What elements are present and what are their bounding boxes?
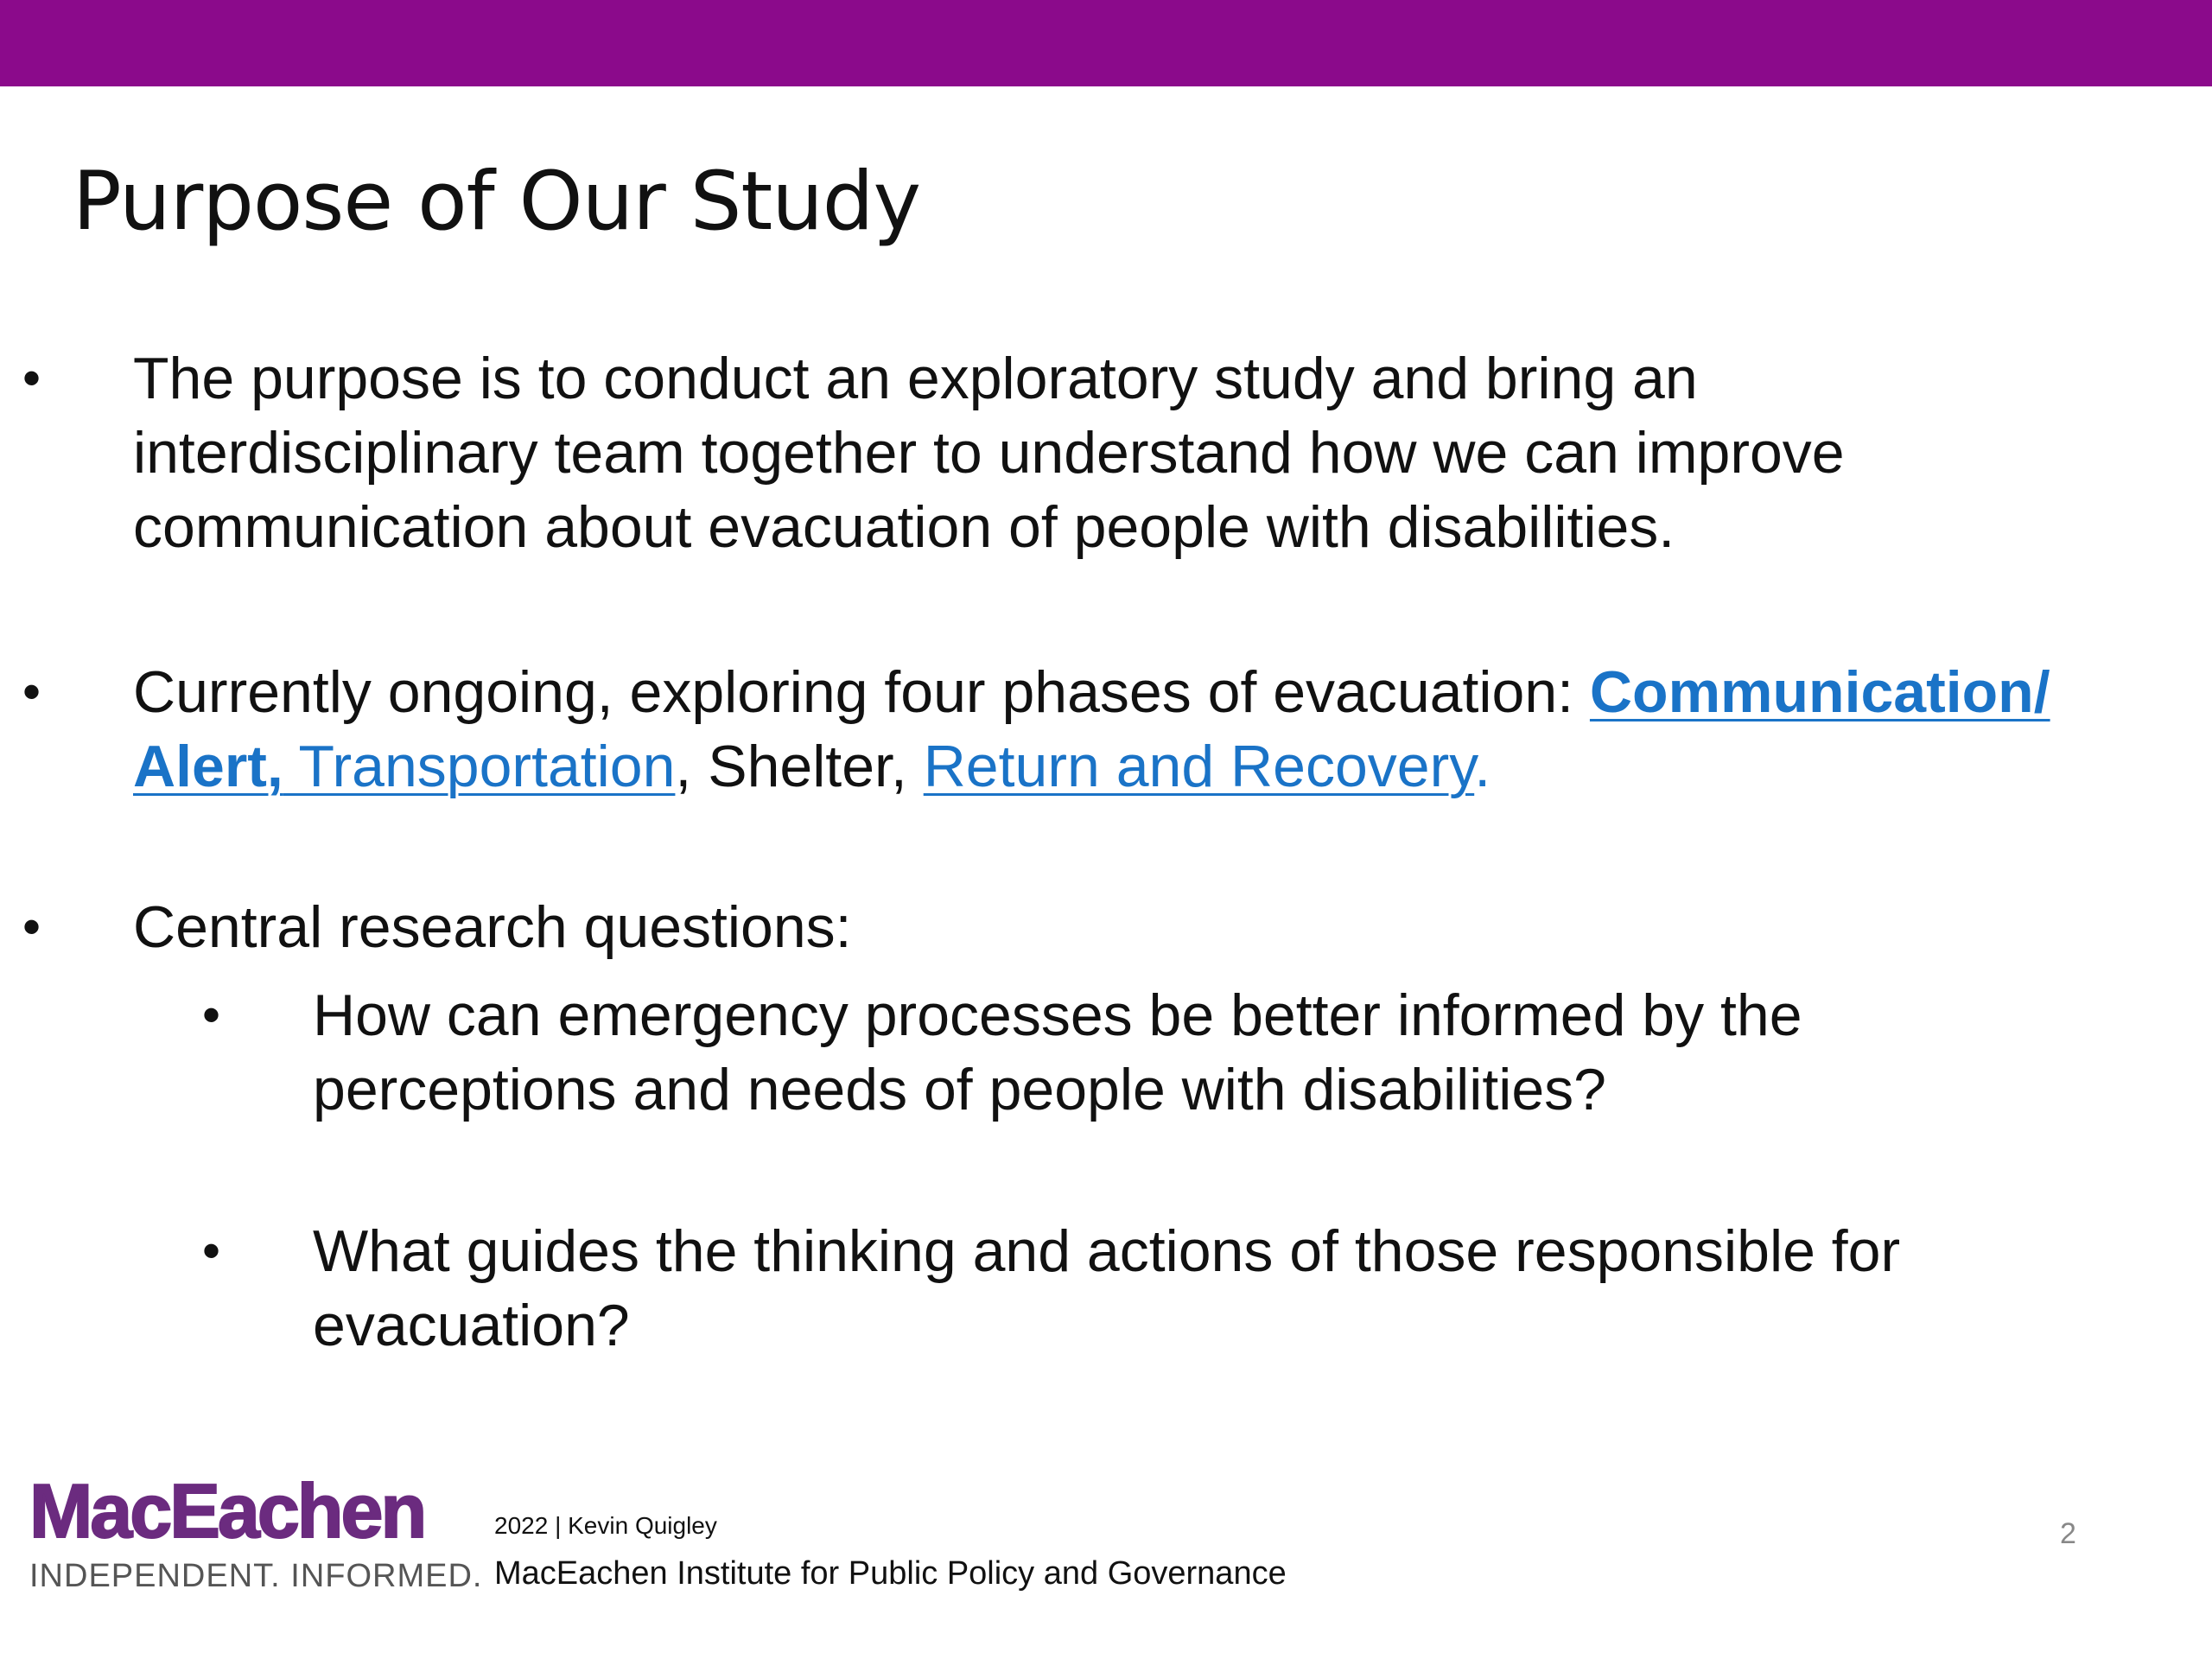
sub-bullet-marker: • <box>202 986 221 1044</box>
link-alert[interactable]: Alert, <box>133 734 283 799</box>
link-return-and-recovery[interactable]: Return and Recovery <box>923 734 1475 799</box>
phases-intro-text: Currently ongoing, exploring four phases of evacuation: <box>133 659 1590 725</box>
phases-separator-text: , Shelter, <box>675 734 924 799</box>
bullet-marker: • <box>22 898 41 956</box>
top-accent-bar <box>0 0 2212 86</box>
bullet-line: interdisciplinary team together to understand how we can improve <box>133 420 1845 486</box>
phases-period: . <box>1474 734 1491 799</box>
sub-bullet-line: perceptions and needs of people with disabilities? <box>313 1057 1606 1122</box>
bullet-marker: • <box>22 663 41 721</box>
slide-title: Purpose of Our Study <box>73 155 921 249</box>
bullet-research-questions <box>133 890 852 964</box>
bullet-line: Central research questions: <box>133 894 852 960</box>
footer-year-author: 2022 | Kevin Quigley <box>494 1512 717 1539</box>
maceachen-logo: MacEachen <box>29 1468 425 1554</box>
sub-bullet-line: evacuation? <box>313 1293 630 1358</box>
bullet-line: communication about evacuation of people with disabilities. <box>133 494 1675 560</box>
sub-bullet-line: What guides the thinking and actions of those responsible for <box>313 1218 1901 1284</box>
sub-bullet-question-2 <box>313 1214 1900 1363</box>
bullet-phases <box>133 655 2050 804</box>
bullet-purpose <box>133 341 1845 564</box>
sub-bullet-line: How can emergency processes be better informed by the <box>313 982 1802 1048</box>
page-number: 2 <box>2060 1517 2076 1550</box>
link-communication[interactable]: Communication/ <box>1589 659 2050 725</box>
bullet-marker: • <box>22 349 41 407</box>
link-transportation[interactable]: Transportation <box>283 734 676 799</box>
sub-bullet-marker: • <box>202 1222 221 1280</box>
sub-bullet-question-1 <box>313 978 1802 1127</box>
logo-tagline: INDEPENDENT. INFORMED. <box>29 1558 483 1594</box>
footer-organization: MacEachen Institute for Public Policy and Governance <box>494 1555 1287 1592</box>
bullet-line: The purpose is to conduct an exploratory study and bring an <box>133 346 1698 411</box>
